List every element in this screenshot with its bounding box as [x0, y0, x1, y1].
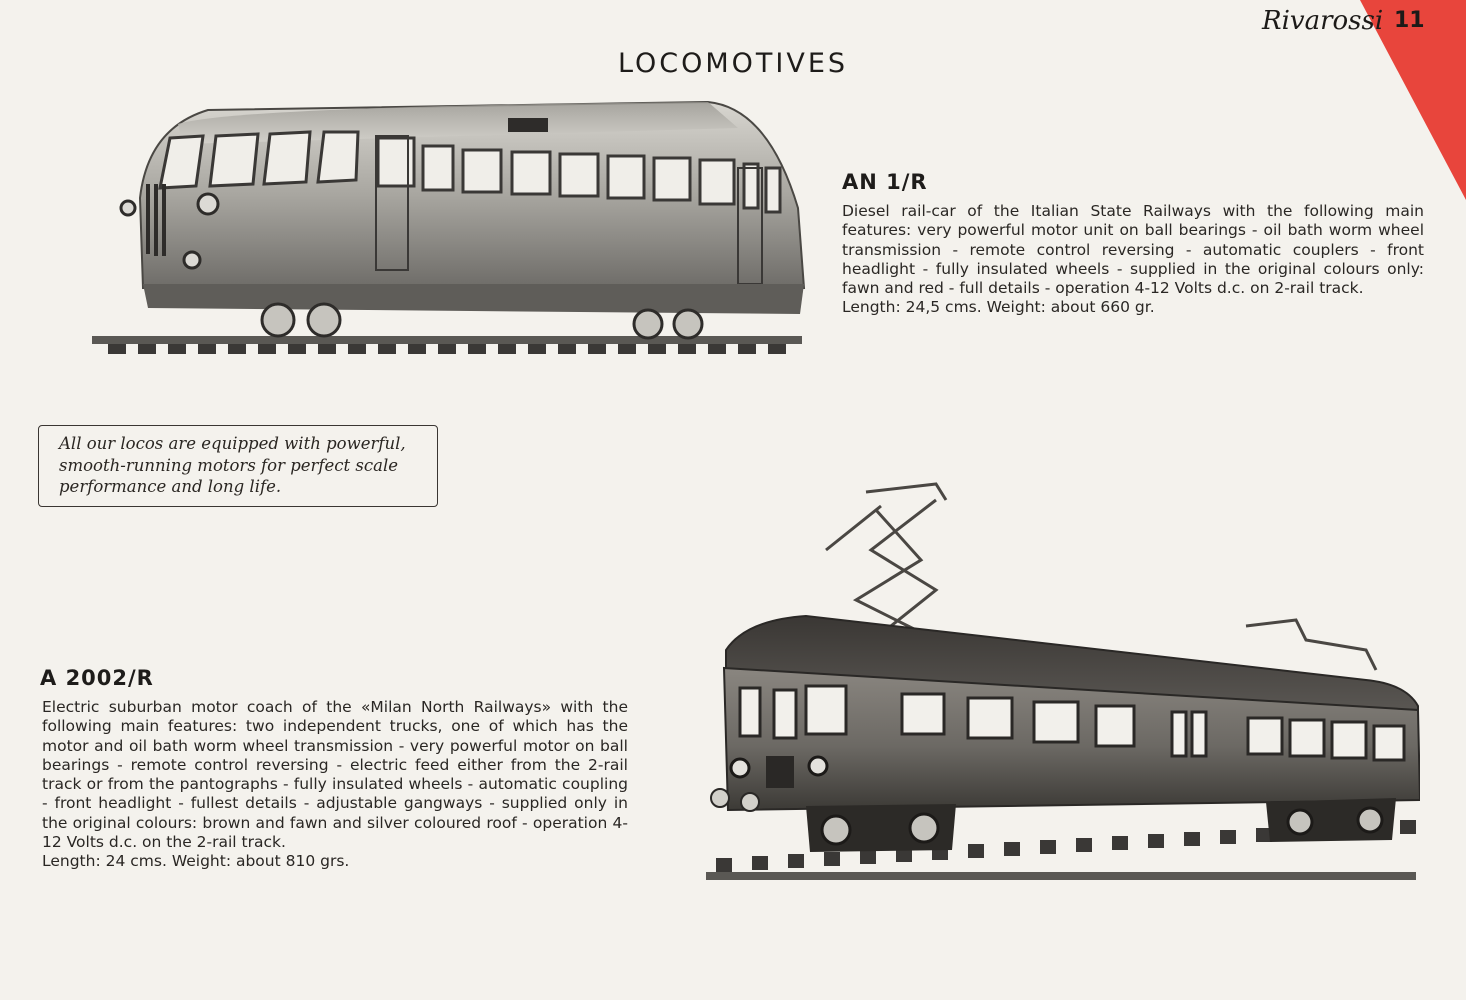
motor-coach-photo	[706, 480, 1420, 900]
product-description	[42, 698, 628, 872]
description-text: Diesel rail-car of the Italian State Railways with the following main features: very powerful motor unit on ball bearings - oil bath worm wheel transmission - remote control reversing - automatic couplers - front headlight - fully insulated wheels - supplied in the original colours only: fawn and red - full details - operation 4-12 Volts d.c. on 2-rail track.	[842, 202, 1424, 298]
product-code: A 2002/R	[40, 666, 154, 690]
page-number: 11	[1394, 8, 1425, 33]
product-description	[842, 202, 1424, 318]
product-code: AN 1/R	[842, 170, 928, 194]
railcar-photo	[88, 88, 810, 368]
description-text: Electric suburban motor coach of the «Milan North Railways» with the following main features: two independent trucks, one of which has the motor and oil bath worm wheel transmission - very powerful motor on ball bearings - remote control reversing - electric feed either from the 2-rail track or from the pantographs - fully insulated wheels - automatic coupling - front headlight - fullest details - adjustable gangways - supplied only in the original colours: brown and fawn and silver coloured roof - operation 4-12 Volts d.c. on the 2-rail track.	[42, 698, 628, 852]
specs-text: Length: 24 cms. Weight: about 810 grs.	[42, 852, 350, 871]
note-box: All our locos are equipped with powerful, smooth-running motors for perfect scale performance and long life.	[38, 425, 438, 507]
brand-logo: Rivarossi	[1262, 6, 1384, 36]
page-title: LOCOMOTIVES	[617, 48, 849, 79]
specs-text: Length: 24,5 cms. Weight: about 660 gr.	[842, 298, 1155, 317]
